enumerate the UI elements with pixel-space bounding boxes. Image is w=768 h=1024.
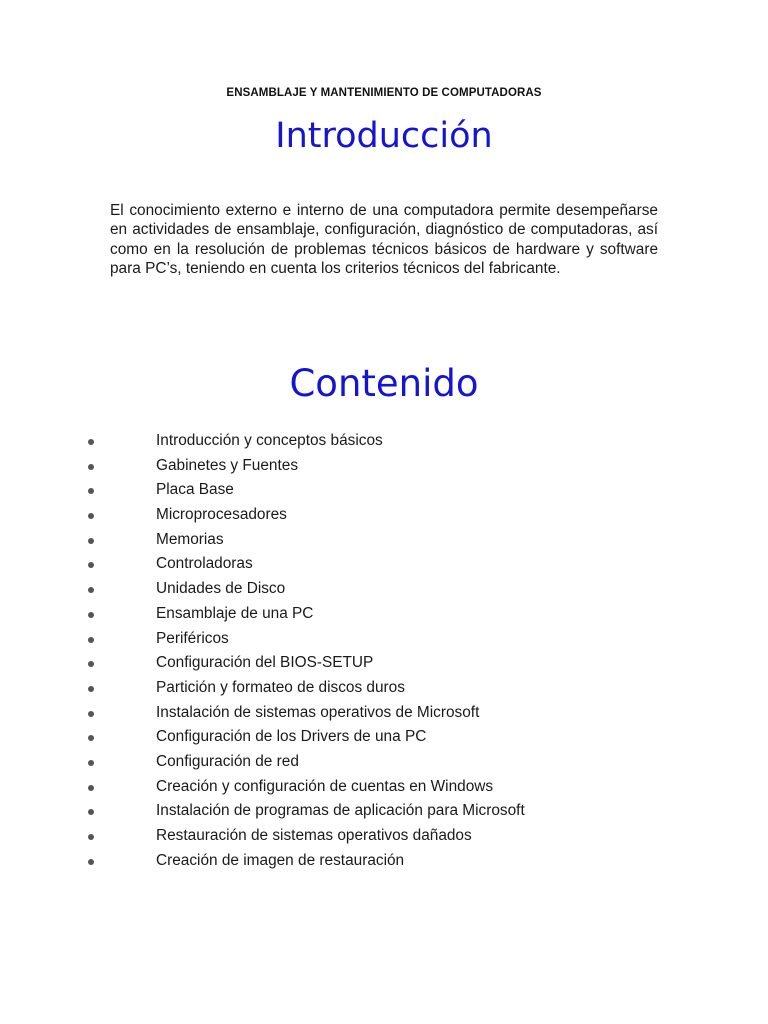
contenido-item-label: Creación y configuración de cuentas en Windows <box>156 777 494 795</box>
contenido-list-item <box>0 824 768 849</box>
contenido-list-item <box>0 725 768 750</box>
bullet-icon <box>88 587 94 593</box>
contenido-item-label: Instalación de programas de aplicación para Microsoft <box>156 802 525 820</box>
bullet-icon <box>88 562 94 568</box>
contenido-list-item <box>0 577 768 602</box>
bullet-icon <box>88 834 94 840</box>
contenido-item-label: Partición y formateo de discos duros <box>156 678 405 696</box>
bullet-icon <box>88 488 94 494</box>
bullet-icon <box>88 637 94 643</box>
contenido-item-label: Unidades de Disco <box>156 580 286 598</box>
bullet-icon <box>88 686 94 692</box>
contenido-list <box>0 429 768 873</box>
contenido-item-label: Configuración de red <box>156 752 299 770</box>
contenido-item-label: Placa Base <box>156 481 234 499</box>
contenido-item-label: Controladoras <box>156 555 253 573</box>
bullet-icon <box>88 711 94 717</box>
contenido-list-item <box>0 651 768 676</box>
introduccion-paragraph: El conocimiento externo e interno de una computadora permite desempeñarse en actividades de ensamblaje, configuración, diagnóstico de computadoras, así como en la resolución de problemas técnicos básicos de hardware y software para PC’s, teniendo en cuenta los criterios técnicos del fabricante. <box>110 202 658 278</box>
contenido-list-item <box>0 478 768 503</box>
contenido-list-item <box>0 503 768 528</box>
contenido-item-label: Configuración de los Drivers de una PC <box>156 728 427 746</box>
contenido-list-item <box>0 799 768 824</box>
contenido-item-label: Gabinetes y Fuentes <box>156 456 299 474</box>
contenido-list-item <box>0 849 768 874</box>
contenido-item-label: Creación de imagen de restauración <box>156 851 405 869</box>
bullet-icon <box>88 735 94 741</box>
contenido-item-label: Microprocesadores <box>156 506 287 524</box>
contenido-list-item <box>0 552 768 577</box>
contenido-item-label: Periféricos <box>156 629 229 647</box>
contenido-list-item <box>0 454 768 479</box>
contenido-item-label: Restauración de sistemas operativos dañados <box>156 827 472 844</box>
contenido-heading: Contenido <box>289 362 479 405</box>
contenido-list-item <box>0 750 768 775</box>
bullet-icon <box>88 760 94 766</box>
bullet-icon <box>88 809 94 815</box>
contenido-list-item <box>0 676 768 701</box>
bullet-icon <box>88 513 94 519</box>
bullet-icon <box>88 538 94 544</box>
contenido-item-label: Introducción y conceptos básicos <box>156 432 383 449</box>
bullet-icon <box>88 859 94 865</box>
contenido-list-item <box>0 528 768 553</box>
contenido-item-label: Ensamblaje de una PC <box>156 604 314 622</box>
document-title: ENSAMBLAJE Y MANTENIMIENTO DE COMPUTADORAS <box>226 87 542 99</box>
bullet-icon <box>88 464 94 470</box>
contenido-list-item <box>0 602 768 627</box>
bullet-icon <box>88 661 94 667</box>
contenido-item-label: Configuración del BIOS-SETUP <box>156 654 374 672</box>
contenido-list-item <box>0 627 768 652</box>
introduccion-heading: Introducción <box>275 116 493 156</box>
contenido-item-label: Memorias <box>156 530 224 548</box>
contenido-list-item <box>0 775 768 800</box>
bullet-icon <box>88 612 94 618</box>
contenido-list-item <box>0 701 768 726</box>
bullet-icon <box>88 785 94 791</box>
contenido-item-label: Instalación de sistemas operativos de Microsoft <box>156 703 480 721</box>
contenido-list-item <box>0 429 768 454</box>
bullet-icon <box>88 439 94 445</box>
